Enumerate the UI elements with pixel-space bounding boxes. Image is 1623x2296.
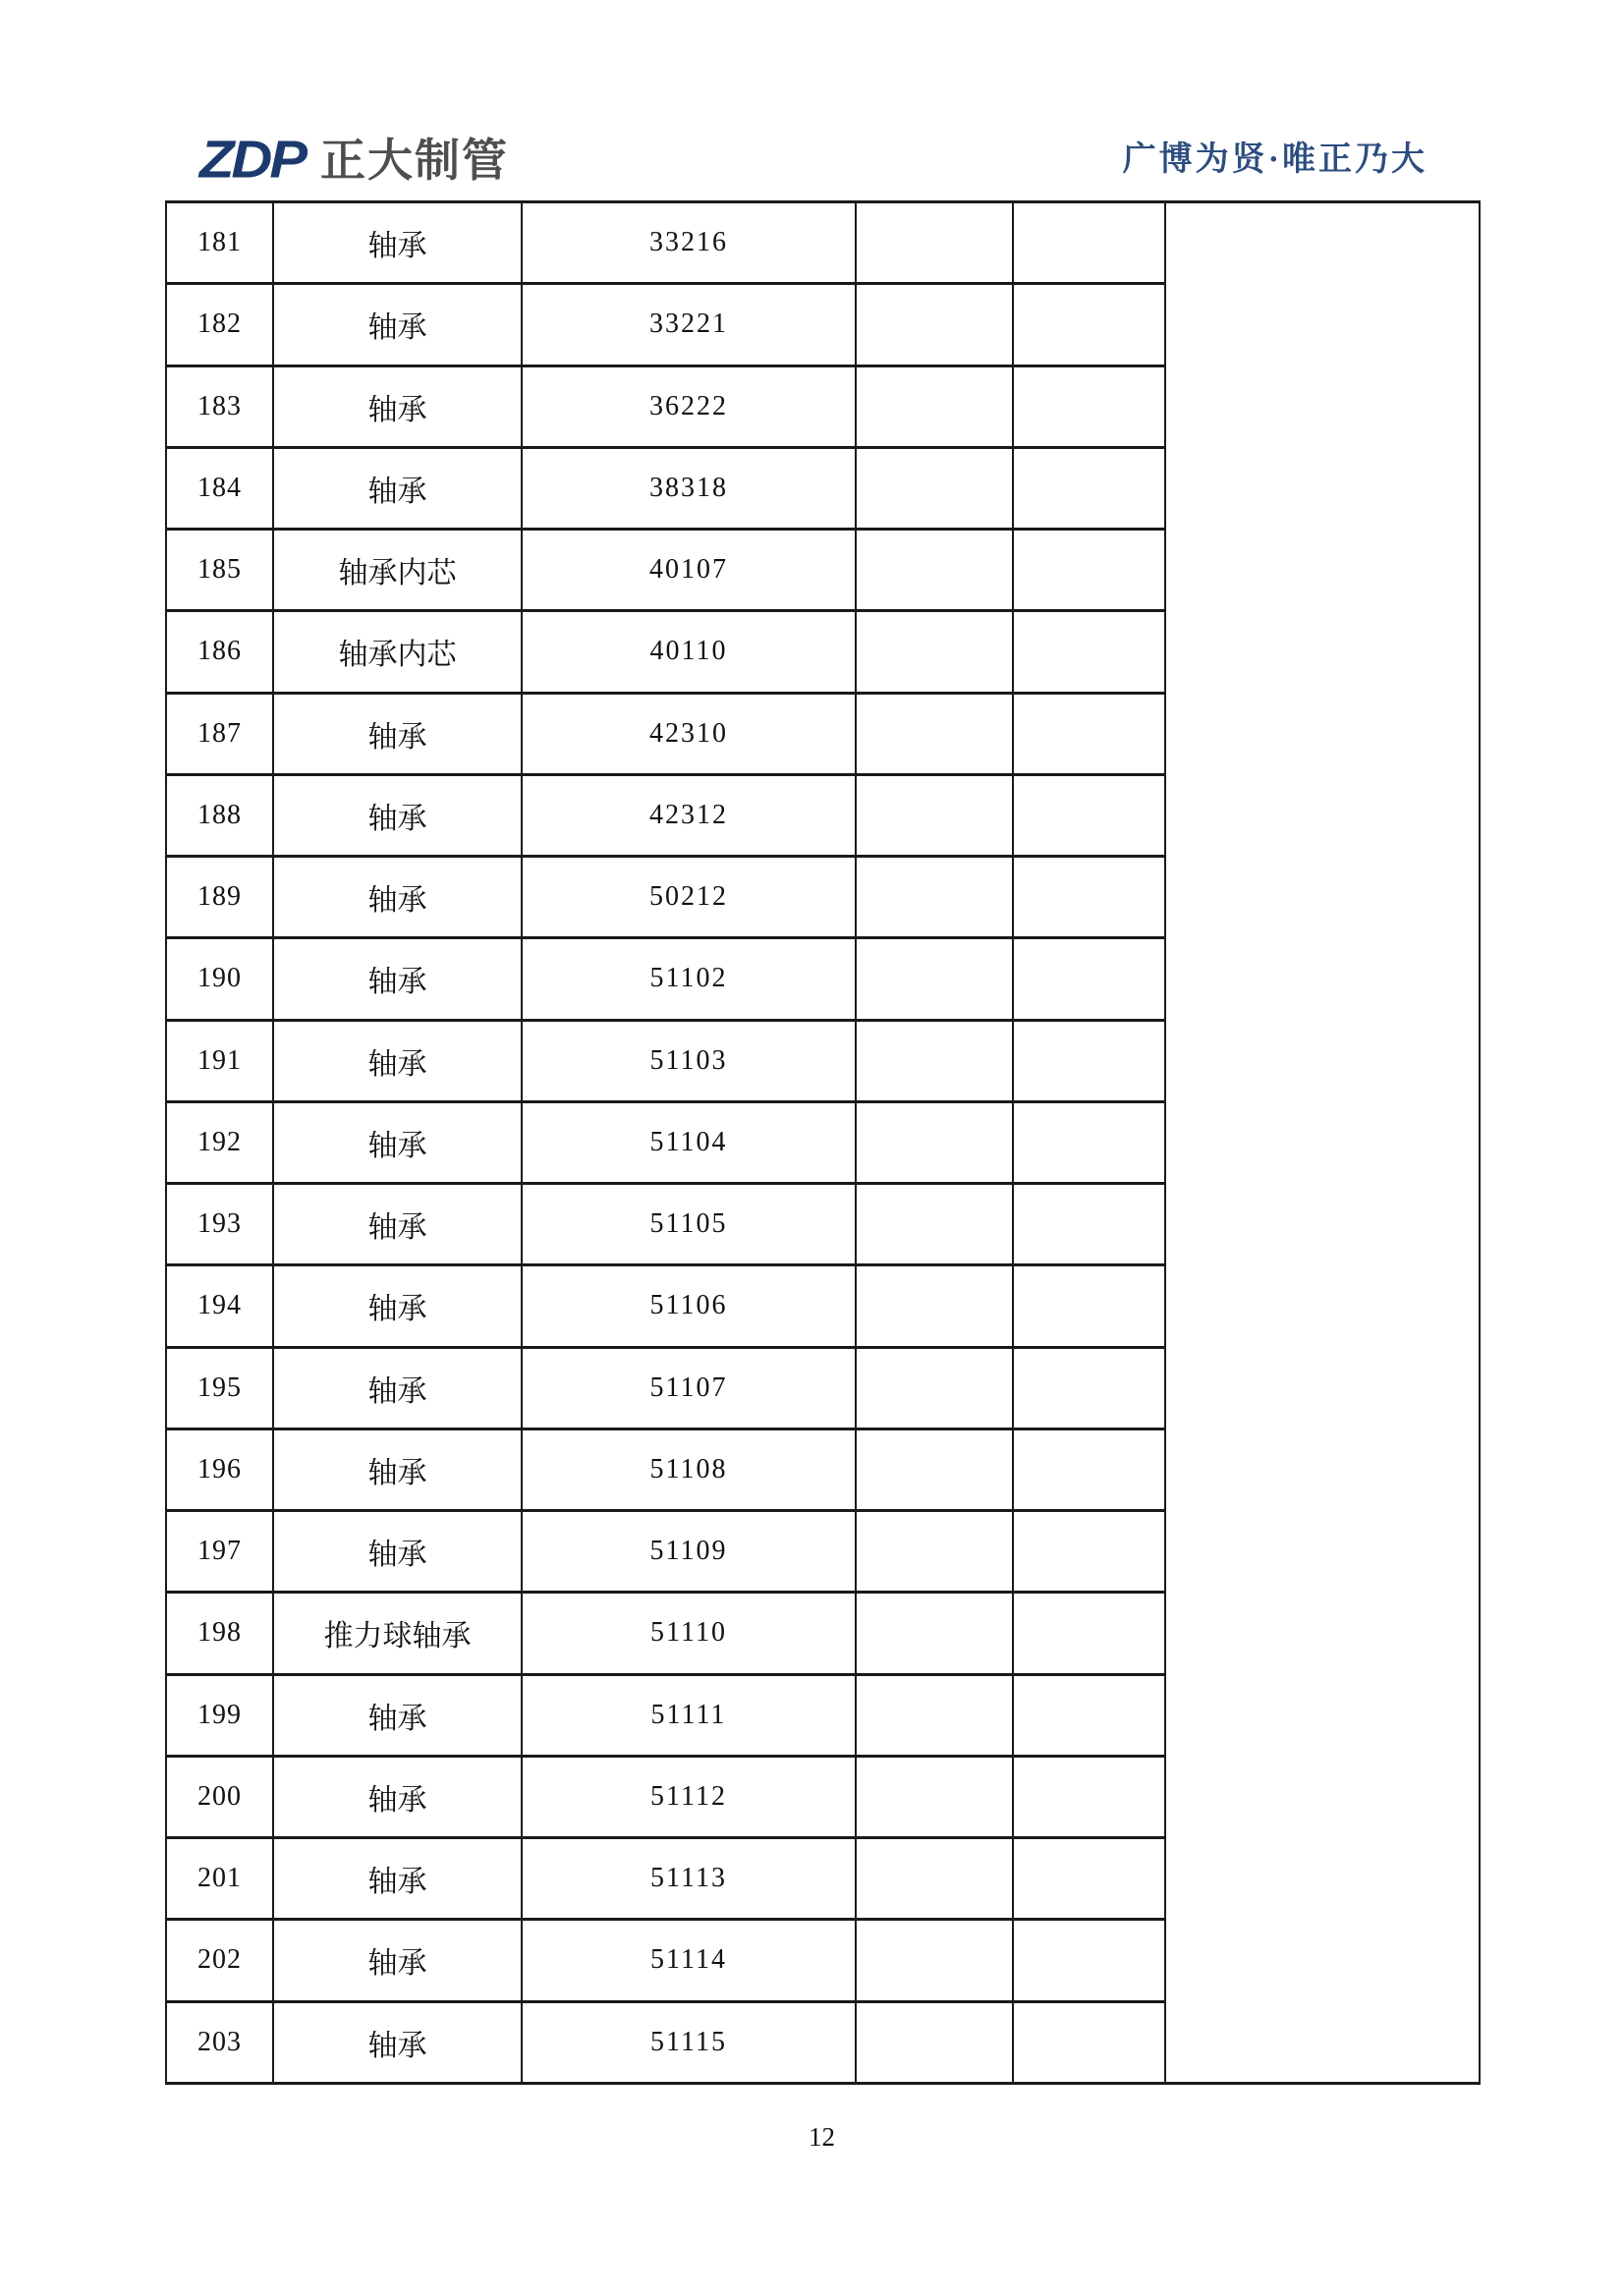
cell-no: 199 [166, 1674, 273, 1756]
parts-list-body [166, 202, 1480, 2084]
cell-empty-2 [1013, 365, 1165, 447]
cell-name: 轴承 [273, 284, 522, 365]
cell-no: 187 [166, 693, 273, 774]
cell-name: 轴承 [273, 202, 522, 284]
cell-empty-1 [856, 1756, 1013, 1837]
cell-empty-2 [1013, 1674, 1165, 1756]
cell-code: 51111 [522, 1674, 856, 1756]
cell-no: 194 [166, 1265, 273, 1347]
cell-empty-1 [856, 365, 1013, 447]
cell-name: 轴承 [273, 857, 522, 938]
cell-empty-2 [1013, 857, 1165, 938]
cell-name: 推力球轴承 [273, 1593, 522, 1674]
cell-no: 192 [166, 1101, 273, 1183]
cell-name: 轴承 [273, 1428, 522, 1510]
cell-empty-2 [1013, 1593, 1165, 1674]
zdp-logo-icon: ZDP [199, 130, 305, 190]
cell-empty-2 [1013, 1265, 1165, 1347]
cell-no: 183 [166, 365, 273, 447]
cell-name: 轴承 [273, 1674, 522, 1756]
cell-empty-2 [1013, 1428, 1165, 1510]
cell-no: 182 [166, 284, 273, 365]
notes-column-merged-cell [1165, 202, 1480, 2084]
cell-code: 51114 [522, 1920, 856, 2001]
cell-no: 191 [166, 1020, 273, 1101]
cell-no: 184 [166, 447, 273, 529]
cell-name: 轴承内芯 [273, 530, 522, 611]
cell-empty-1 [856, 774, 1013, 856]
cell-empty-2 [1013, 938, 1165, 1020]
cell-code: 42310 [522, 693, 856, 774]
cell-code: 51106 [522, 1265, 856, 1347]
cell-name: 轴承 [273, 1756, 522, 1837]
cell-name: 轴承内芯 [273, 611, 522, 693]
cell-code: 51102 [522, 938, 856, 1020]
cell-no: 181 [166, 202, 273, 284]
table-row [166, 202, 1480, 284]
cell-empty-1 [856, 857, 1013, 938]
cell-name: 轴承 [273, 1920, 522, 2001]
cell-empty-1 [856, 1101, 1013, 1183]
cell-name: 轴承 [273, 1511, 522, 1593]
cell-no: 201 [166, 1838, 273, 1920]
cell-code: 38318 [522, 447, 856, 529]
cell-code: 40110 [522, 611, 856, 693]
cell-empty-2 [1013, 1756, 1165, 1837]
company-slogan: 广博为贤·唯正乃大 [1122, 141, 1427, 178]
cell-name: 轴承 [273, 1184, 522, 1265]
cell-empty-2 [1013, 1347, 1165, 1428]
cell-name: 轴承 [273, 2001, 522, 2084]
cell-empty-2 [1013, 1511, 1165, 1593]
cell-empty-1 [856, 447, 1013, 529]
cell-name: 轴承 [273, 1347, 522, 1428]
cell-no: 195 [166, 1347, 273, 1428]
cell-empty-1 [856, 1920, 1013, 2001]
cell-empty-1 [856, 1511, 1013, 1593]
cell-empty-1 [856, 1184, 1013, 1265]
cell-no: 188 [166, 774, 273, 856]
company-name: 正大制管 [320, 135, 509, 186]
cell-empty-2 [1013, 202, 1165, 284]
cell-empty-1 [856, 938, 1013, 1020]
cell-no: 202 [166, 1920, 273, 2001]
cell-code: 51108 [522, 1428, 856, 1510]
cell-code: 51107 [522, 1347, 856, 1428]
cell-name: 轴承 [273, 774, 522, 856]
cell-no: 190 [166, 938, 273, 1020]
cell-empty-2 [1013, 2001, 1165, 2084]
cell-code: 40107 [522, 530, 856, 611]
cell-code: 51109 [522, 1511, 856, 1593]
cell-empty-2 [1013, 447, 1165, 529]
cell-no: 193 [166, 1184, 273, 1265]
company-logo [199, 130, 509, 191]
cell-empty-1 [856, 1347, 1013, 1428]
cell-empty-1 [856, 611, 1013, 693]
cell-name: 轴承 [273, 938, 522, 1020]
cell-empty-1 [856, 202, 1013, 284]
cell-empty-2 [1013, 774, 1165, 856]
cell-empty-2 [1013, 1838, 1165, 1920]
cell-empty-2 [1013, 1184, 1165, 1265]
cell-code: 51105 [522, 1184, 856, 1265]
cell-empty-2 [1013, 530, 1165, 611]
cell-name: 轴承 [273, 1838, 522, 1920]
cell-empty-1 [856, 1674, 1013, 1756]
cell-empty-2 [1013, 1020, 1165, 1101]
cell-empty-1 [856, 1265, 1013, 1347]
cell-code: 51110 [522, 1593, 856, 1674]
cell-code: 51112 [522, 1756, 856, 1837]
cell-no: 197 [166, 1511, 273, 1593]
cell-code: 33216 [522, 202, 856, 284]
cell-name: 轴承 [273, 447, 522, 529]
parts-list-table [165, 200, 1481, 2085]
cell-code: 42312 [522, 774, 856, 856]
cell-empty-2 [1013, 693, 1165, 774]
cell-no: 189 [166, 857, 273, 938]
cell-empty-1 [856, 2001, 1013, 2084]
cell-code: 36222 [522, 365, 856, 447]
cell-name: 轴承 [273, 365, 522, 447]
cell-no: 198 [166, 1593, 273, 1674]
cell-empty-2 [1013, 1101, 1165, 1183]
cell-code: 50212 [522, 857, 856, 938]
cell-no: 200 [166, 1756, 273, 1837]
cell-empty-1 [856, 1428, 1013, 1510]
cell-no: 186 [166, 611, 273, 693]
cell-code: 51113 [522, 1838, 856, 1920]
cell-empty-2 [1013, 611, 1165, 693]
cell-code: 51115 [522, 2001, 856, 2084]
cell-code: 33221 [522, 284, 856, 365]
cell-no: 203 [166, 2001, 273, 2084]
cell-empty-1 [856, 1838, 1013, 1920]
cell-empty-1 [856, 1593, 1013, 1674]
cell-code: 51104 [522, 1101, 856, 1183]
cell-empty-1 [856, 1020, 1013, 1101]
cell-empty-1 [856, 284, 1013, 365]
cell-empty-2 [1013, 1920, 1165, 2001]
cell-empty-2 [1013, 284, 1165, 365]
cell-name: 轴承 [273, 693, 522, 774]
page-number: 12 [809, 2122, 835, 2152]
cell-name: 轴承 [273, 1020, 522, 1101]
cell-empty-1 [856, 530, 1013, 611]
cell-no: 185 [166, 530, 273, 611]
cell-name: 轴承 [273, 1101, 522, 1183]
cell-empty-1 [856, 693, 1013, 774]
cell-no: 196 [166, 1428, 273, 1510]
cell-code: 51103 [522, 1020, 856, 1101]
cell-name: 轴承 [273, 1265, 522, 1347]
